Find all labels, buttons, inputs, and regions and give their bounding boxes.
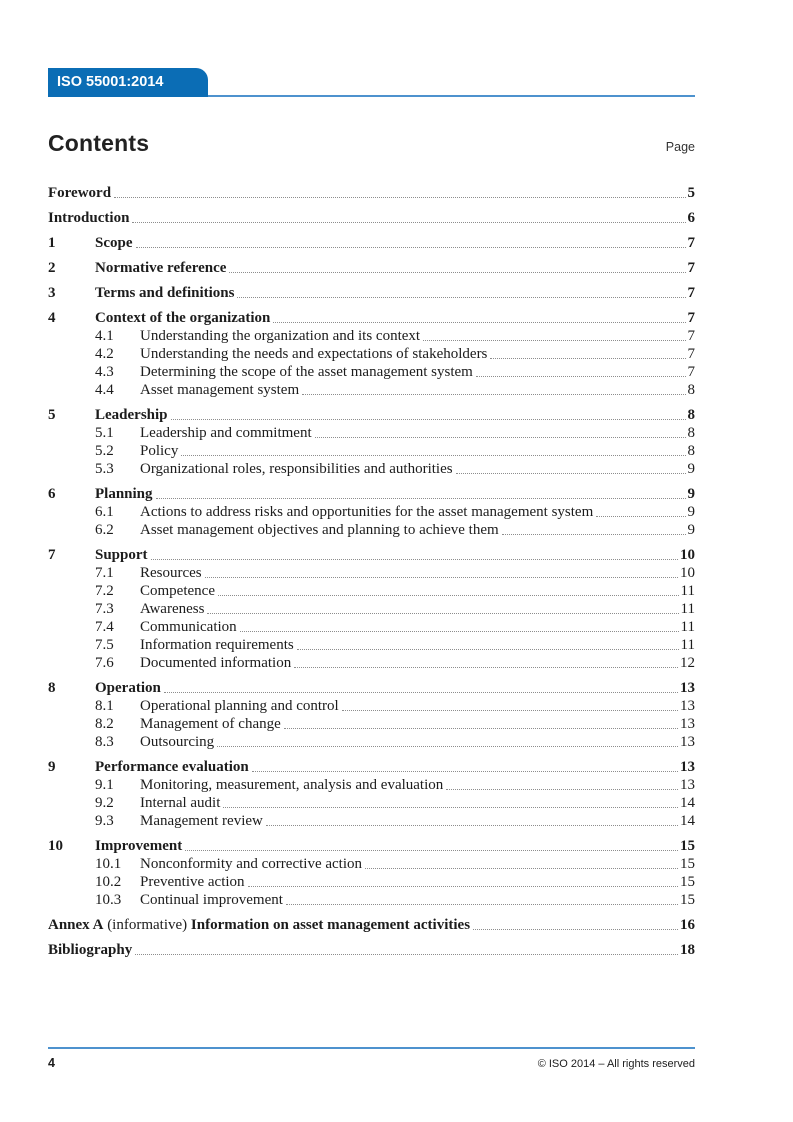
toc-entry-page: 15 — [680, 838, 695, 854]
header-badge — [48, 68, 208, 97]
toc-entry-title: Management review — [140, 813, 263, 829]
toc-entry-page: 7 — [687, 364, 695, 380]
toc-entry — [48, 618, 695, 636]
toc-leader — [446, 789, 678, 790]
toc-entry — [48, 485, 695, 503]
toc-entry — [48, 891, 695, 909]
toc-entry-title: Support — [95, 547, 148, 563]
toc-entry — [48, 715, 695, 733]
toc-entry-page: 11 — [680, 637, 695, 653]
toc-entry-number: 8.3 — [95, 734, 114, 750]
toc-entry — [48, 327, 695, 345]
toc-entry-number: 8.2 — [95, 716, 114, 732]
toc-entry-page: 8 — [687, 443, 695, 459]
toc-entry — [48, 259, 695, 277]
toc-entry-page: 13 — [680, 698, 695, 714]
toc-entry-number: 7.5 — [95, 637, 114, 653]
toc-entry-number: 4.1 — [95, 328, 114, 344]
toc-entry-page: 7 — [687, 260, 695, 276]
toc-entry-page: 11 — [680, 619, 695, 635]
toc-entry-title: Terms and definitions — [95, 285, 235, 301]
toc-entry-title: Competence — [140, 583, 215, 599]
toc-entry — [48, 794, 695, 812]
toc-entry-page: 5 — [687, 185, 695, 201]
toc-entry — [48, 679, 695, 697]
toc-entry-number: 4 — [48, 310, 56, 326]
document-id-label: ISO 55001:2014 — [57, 74, 164, 90]
toc-entry-title: Internal audit — [140, 795, 221, 811]
toc-entry-title: Outsourcing — [140, 734, 215, 750]
toc-entry-number: 9.1 — [95, 777, 114, 793]
toc-entry-number: 7.1 — [95, 565, 114, 581]
toc-entry-title: Actions to address risks and opportunities for the asset management system — [140, 504, 594, 520]
toc-entry — [48, 636, 695, 654]
toc-entry — [48, 363, 695, 381]
toc-leader — [490, 358, 685, 359]
toc-entry-title: Performance evaluation — [95, 759, 249, 775]
toc-leader — [217, 746, 678, 747]
footer — [48, 1056, 695, 1070]
toc-entry — [48, 234, 695, 252]
toc-leader — [273, 322, 685, 323]
footer-rule — [48, 1047, 695, 1049]
toc-entry-page: 9 — [687, 486, 695, 502]
toc-leader — [136, 247, 686, 248]
toc-entry-number: 6.2 — [95, 522, 114, 538]
toc-entry-page: 11 — [680, 583, 695, 599]
toc-entry-number: 3 — [48, 285, 56, 301]
toc-leader — [252, 771, 678, 772]
toc-entry — [48, 209, 695, 227]
toc-entry — [48, 345, 695, 363]
toc-leader — [164, 692, 678, 693]
toc-entry-page: 7 — [687, 346, 695, 362]
toc-entry — [48, 503, 695, 521]
toc-entry-page: 7 — [687, 285, 695, 301]
toc-entry — [48, 837, 695, 855]
toc-entry-number: 7.6 — [95, 655, 114, 671]
toc-entry-title: Scope — [95, 235, 133, 251]
toc-entry — [48, 697, 695, 715]
toc-entry-page: 13 — [680, 777, 695, 793]
toc-entry-number: 9.2 — [95, 795, 114, 811]
toc-entry-number: 6 — [48, 486, 56, 502]
toc-entry-page: 15 — [680, 856, 695, 872]
toc-entry — [48, 873, 695, 891]
toc-entry-title: Determining the scope of the asset management system — [140, 364, 473, 380]
contents-heading-row — [48, 130, 695, 157]
toc-leader — [456, 473, 686, 474]
toc-entry-page: 9 — [687, 504, 695, 520]
toc-entry-number: 4.4 — [95, 382, 114, 398]
toc-entry-page: 15 — [680, 892, 695, 908]
toc-leader — [135, 954, 678, 955]
toc-entry-number: 10.2 — [95, 874, 122, 890]
toc-entry-title: Bibliography — [48, 942, 133, 958]
toc-entry-title: Understanding the needs and expectations of stakeholders — [140, 346, 488, 362]
toc-entry — [48, 184, 695, 202]
toc-leader — [218, 595, 679, 596]
toc-entry-title: Resources — [140, 565, 202, 581]
toc-entry — [48, 424, 695, 442]
toc-entry-number: 7 — [48, 547, 56, 563]
toc-leader — [237, 297, 685, 298]
footer-page-number: 4 — [48, 1056, 55, 1070]
toc-entry-title: Communication — [140, 619, 237, 635]
toc-entry — [48, 654, 695, 672]
toc-leader — [365, 868, 678, 869]
toc-leader — [266, 825, 678, 826]
toc-entry-number: 10.1 — [95, 856, 122, 872]
toc-entry-title: Management of change — [140, 716, 281, 732]
toc-entry-title: Monitoring, measurement, analysis and evaluation — [140, 777, 444, 793]
toc-leader — [476, 376, 686, 377]
toc-leader — [223, 807, 678, 808]
toc-entry — [48, 564, 695, 582]
toc-leader — [423, 340, 685, 341]
toc-entry-page: 8 — [687, 425, 695, 441]
toc-entry-number: 10.3 — [95, 892, 122, 908]
toc-entry-page: 9 — [687, 461, 695, 477]
toc-entry-page: 9 — [687, 522, 695, 538]
toc-entry-title: Awareness — [140, 601, 205, 617]
toc-entry-title: Planning — [95, 486, 153, 502]
toc-entry-title: Foreword — [48, 185, 112, 201]
toc-entry-number: 9.3 — [95, 813, 114, 829]
toc-entry-page: 8 — [687, 382, 695, 398]
footer-copyright: © ISO 2014 – All rights reserved — [537, 1058, 695, 1070]
toc-entry — [48, 460, 695, 478]
toc-entry — [48, 284, 695, 302]
toc-entry-page: 6 — [687, 210, 695, 226]
toc-leader — [248, 886, 678, 887]
toc-entry-title: Preventive action — [140, 874, 245, 890]
toc-entry-page: 11 — [680, 601, 695, 617]
toc-entry-title: Operation — [95, 680, 161, 696]
toc-entry-title: Context of the organization — [95, 310, 271, 326]
toc-entry-page: 14 — [680, 813, 695, 829]
toc-entry — [48, 442, 695, 460]
toc-entry — [48, 812, 695, 830]
toc-entry-title: Improvement — [95, 838, 183, 854]
toc-entry — [48, 582, 695, 600]
toc-entry-number: 4.2 — [95, 346, 114, 362]
toc-entry-page: 7 — [687, 310, 695, 326]
toc-leader — [156, 498, 686, 499]
toc-entry-title: Introduction — [48, 210, 130, 226]
toc-entry-number: 2 — [48, 260, 56, 276]
toc-entry-number: 1 — [48, 235, 56, 251]
toc-entry — [48, 600, 695, 618]
toc-leader — [294, 667, 678, 668]
toc-entry-title: Asset management system — [140, 382, 300, 398]
toc-entry-title: Annex A (informative) Information on asset management activities — [48, 917, 471, 933]
toc-entry — [48, 309, 695, 327]
toc-leader — [302, 394, 685, 395]
toc-leader — [181, 455, 685, 456]
toc-entry-number: 7.3 — [95, 601, 114, 617]
toc-leader — [596, 516, 685, 517]
toc-entry-title: Asset management objectives and planning to achieve them — [140, 522, 499, 538]
toc-entry — [48, 546, 695, 564]
toc-leader — [502, 534, 686, 535]
toc-entry-number: 5.3 — [95, 461, 114, 477]
toc-entry-page: 12 — [680, 655, 695, 671]
toc-entry-page: 10 — [680, 565, 695, 581]
toc-entry-number: 5 — [48, 407, 56, 423]
toc-entry-page: 13 — [680, 734, 695, 750]
toc-leader — [151, 559, 678, 560]
toc-entry-number: 4.3 — [95, 364, 114, 380]
toc-entry-title: Normative reference — [95, 260, 227, 276]
toc-entry-page: 8 — [687, 407, 695, 423]
toc-entry-page: 14 — [680, 795, 695, 811]
toc-entry-title: Nonconformity and corrective action — [140, 856, 362, 872]
toc-entry-number: 8.1 — [95, 698, 114, 714]
toc-leader — [205, 577, 678, 578]
toc-entry-page: 10 — [680, 547, 695, 563]
toc-entry — [48, 521, 695, 539]
toc-entry — [48, 758, 695, 776]
toc-entry-page: 16 — [680, 917, 695, 933]
toc-entry — [48, 941, 695, 959]
toc-entry-number: 5.1 — [95, 425, 114, 441]
toc-entry-page: 13 — [680, 759, 695, 775]
toc-entry-title: Organizational roles, responsibilities and authorities — [140, 461, 453, 477]
toc-entry-number: 6.1 — [95, 504, 114, 520]
toc-entry — [48, 855, 695, 873]
toc-entry-title: Policy — [140, 443, 179, 459]
toc-entry — [48, 733, 695, 751]
toc-entry-number: 9 — [48, 759, 56, 775]
toc-entry-number: 7.4 — [95, 619, 114, 635]
toc-leader — [240, 631, 679, 632]
toc-entry-title: Continual improvement — [140, 892, 283, 908]
toc-list — [48, 184, 695, 959]
toc-entry-page: 13 — [680, 680, 695, 696]
toc-leader — [342, 710, 678, 711]
page-title: Contents — [48, 130, 150, 156]
toc-entry — [48, 776, 695, 794]
toc-leader — [114, 197, 685, 198]
toc-leader — [132, 222, 685, 223]
toc-leader — [297, 649, 679, 650]
toc-entry — [48, 406, 695, 424]
toc-entry-title: Understanding the organization and its context — [140, 328, 421, 344]
toc-leader — [207, 613, 678, 614]
toc-entry-page: 7 — [687, 328, 695, 344]
toc-leader — [286, 904, 678, 905]
toc-leader — [229, 272, 685, 273]
toc-entry-number: 10 — [48, 838, 63, 854]
toc-entry — [48, 916, 695, 934]
toc-leader — [473, 929, 678, 930]
toc-entry-page: 13 — [680, 716, 695, 732]
toc-entry-title: Information requirements — [140, 637, 294, 653]
toc-entry-title: Leadership — [95, 407, 168, 423]
toc-entry-page: 15 — [680, 874, 695, 890]
page-column-label: Page — [665, 140, 695, 154]
toc-entry-page: 18 — [680, 942, 695, 958]
toc-entry-page: 7 — [687, 235, 695, 251]
toc-entry-number: 8 — [48, 680, 56, 696]
toc-entry-title: Operational planning and control — [140, 698, 339, 714]
toc-leader — [171, 419, 686, 420]
toc-entry — [48, 381, 695, 399]
toc-leader — [185, 850, 678, 851]
toc-entry-number: 5.2 — [95, 443, 114, 459]
toc-entry-number: 7.2 — [95, 583, 114, 599]
toc-entry-title: Documented information — [140, 655, 292, 671]
toc-leader — [284, 728, 678, 729]
toc-entry-title: Leadership and commitment — [140, 425, 312, 441]
toc-leader — [315, 437, 686, 438]
